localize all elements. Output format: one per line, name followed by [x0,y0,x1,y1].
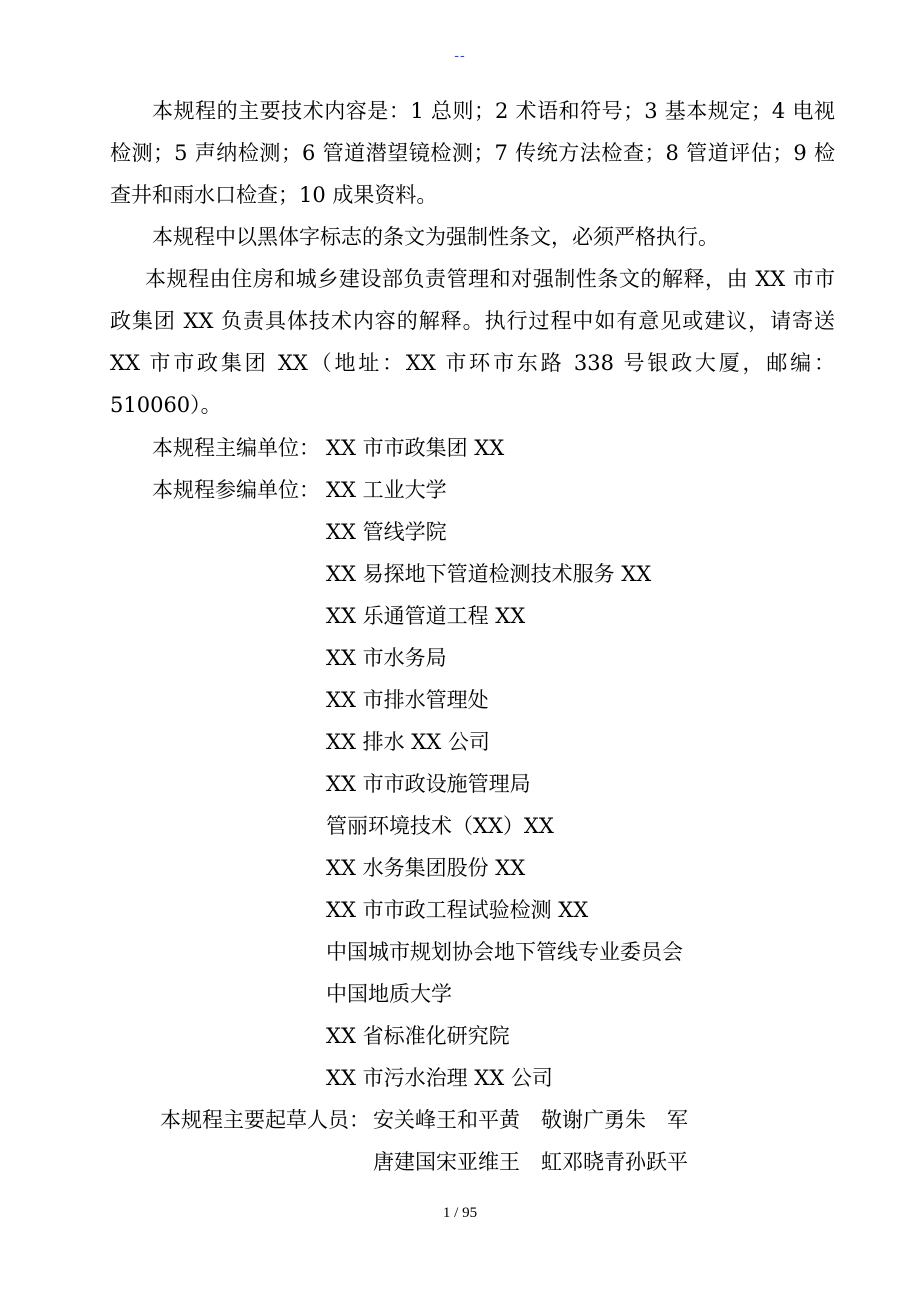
participating-unit: 中国地质大学 [326,982,452,1006]
interpretation-paragraph: 本规程由住房和城乡建设部负责管理和对强制性条文的解释，由 XX 市市政集团 XX 负责具体技术内容的解释。执行过程中如有意见或建议，请寄送 XX 市市政集团 XX（地址：XX 市环市东路 338 号银政大厦，邮编：510060）。 [110,267,835,417]
drafters-line: 唐建国宋亚维王 虹邓晓青孙跃平 [373,1150,688,1174]
participating-unit: 管丽环境技术（XX）XX [326,814,554,838]
contents-paragraph: 本规程的主要技术内容是：1 总则；2 术语和符号；3 基本规定；4 电视检测；5 声纳检测；6 管道潜望镜检测；7 传统方法检查；8 管道评估；9 检查井和雨水口检查；10 成果资料。 [110,99,835,207]
participating-unit: XX 市市政工程试验检测 XX [326,898,589,922]
participating-label: 本规程参编单位： [152,478,320,502]
participating-unit: XX 管线学院 [326,520,447,544]
drafters-label: 本规程主要起草人员： [160,1108,370,1132]
participating-unit: XX 市污水治理 XX 公司 [326,1066,553,1090]
participating-unit: XX 乐通管道工程 XX [326,604,526,628]
participating-unit: XX 市排水管理处 [326,688,489,712]
participating-unit: XX 市水务局 [326,646,447,670]
participating-unit: XX 市市政设施管理局 [326,772,531,796]
mandatory-paragraph: 本规程中以黑体字标志的条文为强制性条文，必须严格执行。 [152,225,719,249]
participating-unit: 中国城市规划协会地下管线专业委员会 [326,940,683,964]
participating-unit: XX 水务集团股份 XX [326,856,526,880]
participating-unit: XX 排水 XX 公司 [326,730,490,754]
page-number: 1 / 95 [442,1205,478,1221]
drafters-line: 安关峰王和平黄 敬谢广勇朱 军 [373,1108,688,1132]
chief-editor-value: XX 市市政集团 XX [326,436,505,460]
participating-unit: XX 省标准化研究院 [326,1024,510,1048]
participating-unit: XX 工业大学 [326,478,447,502]
participating-unit: XX 易探地下管道检测技术服务 XX [326,562,652,586]
header-mark: -- [454,48,466,64]
chief-editor-label: 本规程主编单位： [152,436,320,460]
